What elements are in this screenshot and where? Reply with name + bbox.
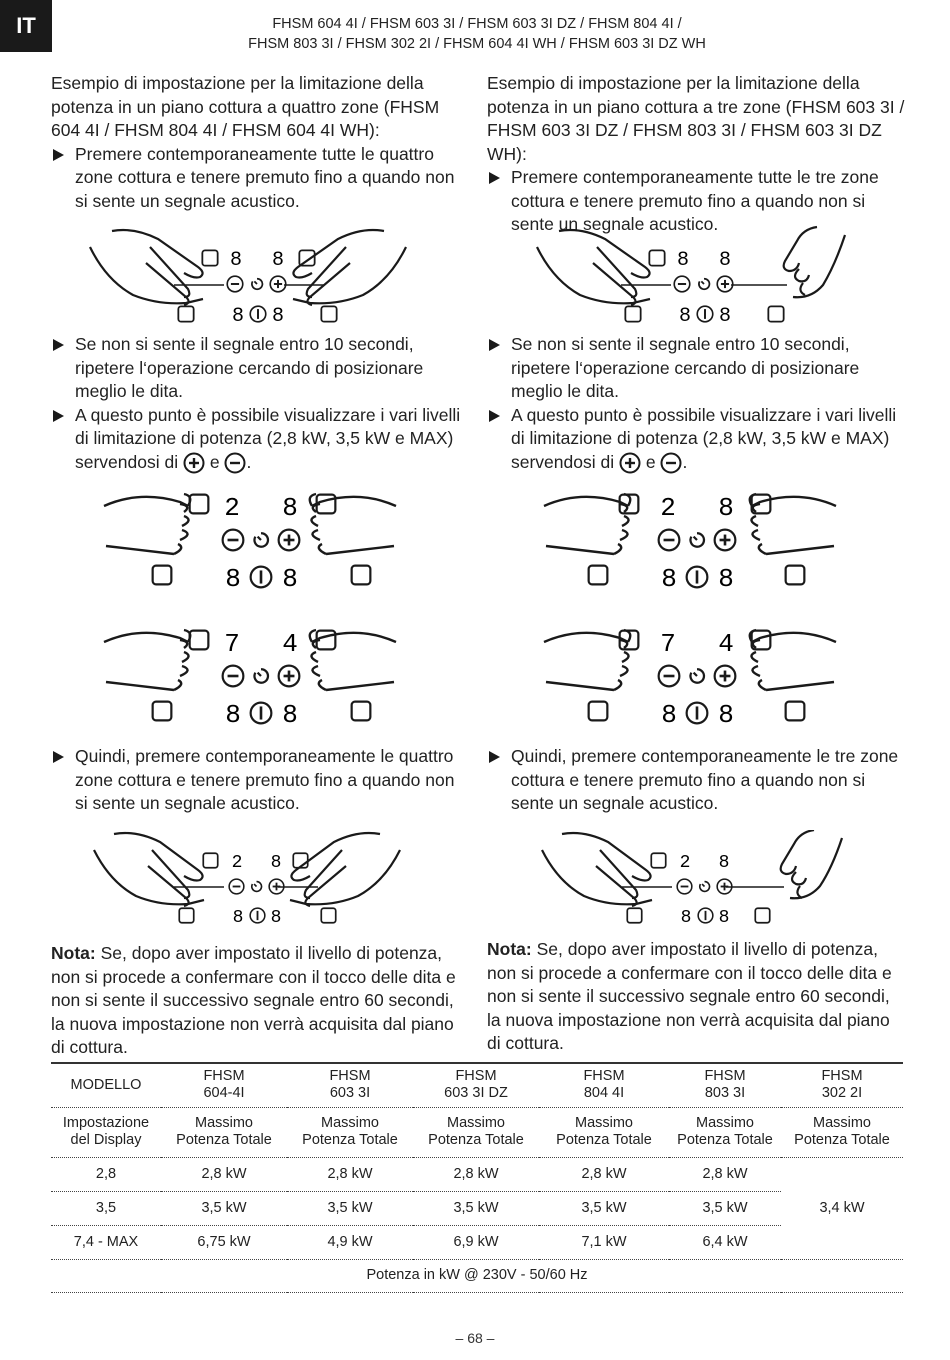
timer-icon [690, 533, 704, 547]
table-cell: 3,5 [51, 1191, 161, 1225]
right-step-2: Se non si sente il segnale entro 10 secondi, ripetere l‘operazione cercando di posizionare meglio le dita. [487, 333, 907, 404]
table-cell: 6,4 kW [702, 1233, 748, 1250]
zone-top-left-icon [649, 250, 664, 265]
table-header-cell: MODELLO [51, 1063, 161, 1107]
display-digit-2: 8 [282, 493, 298, 523]
display-digit-3: 8 [678, 305, 692, 325]
table-cell: 2,8 kW [287, 1157, 413, 1191]
minus-icon [674, 276, 690, 292]
zone-bottom-left-icon [625, 306, 640, 321]
display-digit-4: 8 [271, 305, 285, 325]
power-icon [250, 306, 266, 322]
table-cell: 6,9 kW [453, 1233, 499, 1250]
table-subheader-cell: Impostazione del Display [51, 1107, 161, 1157]
power-limit-table [51, 1062, 903, 1293]
right-figure-4-confirm [540, 830, 850, 926]
left-steps-block [51, 333, 471, 474]
minus-icon [229, 879, 244, 894]
table-cell: 3,5 kW [539, 1191, 669, 1225]
plus-icon [715, 530, 736, 551]
display-digit-2: 4 [718, 629, 734, 659]
zone-bottom-right-icon [321, 908, 335, 922]
table-row [51, 1191, 903, 1225]
display-digit-4: 8 [282, 564, 298, 590]
table-header-cell: FHSM 603 3I [287, 1063, 413, 1107]
zone-bottom-left-icon [153, 566, 172, 585]
left-intro: Esempio di impostazione per la limitazione della potenza in un piano cottura a quattro zone (FHSM 604 4I / FHSM 804 4I / FHSM 604 4I WH): [51, 73, 440, 140]
display-digit-4: 8 [282, 700, 298, 726]
minus-icon [223, 666, 244, 687]
right-note-label: Nota: [487, 939, 532, 959]
left-step-3-end: . [246, 451, 252, 472]
plus-icon [270, 276, 286, 292]
left-note-label: Nota: [51, 943, 96, 963]
display-digit-1: 2 [660, 493, 676, 523]
right-figure-2-level-2 [540, 488, 840, 590]
table-subheader-row [51, 1107, 903, 1157]
minus-icon [660, 452, 682, 474]
power-icon [251, 567, 272, 588]
display-digit-3: 8 [232, 908, 244, 926]
left-step-4-block [51, 745, 471, 816]
zone-bottom-right-icon [352, 702, 371, 721]
display-digit-2: 8 [718, 493, 734, 523]
zone-bottom-right-icon [786, 702, 805, 721]
display-digit-3: 8 [225, 700, 241, 726]
right-steps-block [487, 333, 907, 474]
page-number: – 68 – [455, 1330, 495, 1346]
right-intro-block [487, 72, 907, 237]
table-subheader-cell: Massimo Potenza Totale [539, 1107, 669, 1157]
table-row [51, 1225, 903, 1259]
table-subheader-cell: Massimo Potenza Totale [781, 1107, 903, 1157]
zone-bottom-left-icon [589, 566, 608, 585]
table-row [51, 1157, 903, 1191]
display-digit-4: 8 [270, 908, 282, 926]
table-cell: 7,1 kW [581, 1233, 627, 1250]
zone-bottom-left-icon [589, 702, 608, 721]
timer-icon [254, 533, 267, 547]
table-cell: 2,8 kW [669, 1157, 781, 1191]
display-digit-3: 8 [661, 564, 677, 590]
header-line-1: FHSM 604 4I / FHSM 603 3I / FHSM 603 3I DZ / FHSM 804 4I / [272, 16, 682, 32]
display-digit-1: 7 [224, 629, 240, 659]
table-merged-cell: 3,4 kW [819, 1199, 865, 1216]
zone-top-left-icon [203, 853, 217, 867]
right-figure-1-touch-all-zones [535, 225, 855, 325]
table-footer: Potenza in kW @ 230V - 50/60 Hz [51, 1259, 903, 1292]
timer-icon [700, 882, 710, 892]
left-figure-4-confirm [92, 830, 402, 926]
display-digit-3: 8 [661, 700, 677, 726]
timer-icon [252, 279, 263, 290]
right-note-text: Se, dopo aver impostato il livello di potenza, non si procede a confermare con il tocco delle dita e non si sente il successivo segnale entro 60 secondi, la nuova impostazione non verrà acquisita dal piano di cottura. [487, 939, 892, 1053]
right-step-4: Quindi, premere contemporaneamente le tre zone cottura e tenere premuto fino a quando non si sente un segnale acustico. [487, 745, 907, 816]
minus-icon [224, 452, 246, 474]
table-header-row [51, 1063, 903, 1107]
display-digit-2: 8 [718, 249, 732, 272]
power-icon [687, 703, 708, 724]
right-step-3-text: A questo punto è possibile visualizzare i vari livelli di limitazione di potenza (2,8 kW, 3,5 kW e MAX) servendosi di [511, 404, 897, 472]
minus-icon [227, 276, 243, 292]
zone-bottom-right-icon [352, 566, 371, 585]
right-step-3 [487, 404, 907, 475]
zone-top-left-icon [190, 631, 209, 650]
left-step-3-and: e [209, 451, 220, 472]
table-cell: 6,75 kW [197, 1233, 251, 1250]
table-cell: 4,9 kW [327, 1233, 373, 1250]
zone-bottom-left-icon [179, 908, 193, 922]
table-subheader-cell: Massimo Potenza Totale [287, 1107, 413, 1157]
display-digit-2: 4 [282, 629, 298, 659]
minus-icon [659, 530, 680, 551]
left-figure-3-level-max [100, 624, 400, 726]
display-digit-1: 8 [229, 249, 243, 272]
left-note-text: Se, dopo aver impostato il livello di potenza, non si procede a confermare con il tocco delle dita e non si sente il successivo segnale entro 60 secondi, la nuova impostazione non verrà acquisita dal piano di cottura. [51, 943, 456, 1057]
left-note [51, 942, 471, 1060]
table-cell: 2,8 kW [539, 1157, 669, 1191]
right-step-3-end: . [682, 451, 688, 472]
right-intro: Esempio di impostazione per la limitazione della potenza in un piano cottura a tre zone (FHSM 603 3I / FHSM 603 3I DZ / FHSM 803 3I / FHSM 603 3I DZ WH): [487, 73, 905, 164]
table-subheader-cell: Massimo Potenza Totale [413, 1107, 539, 1157]
display-digit-4: 8 [718, 305, 732, 325]
left-step-2: Se non si sente il segnale entro 10 secondi, ripetere l‘operazione cercando di posizionare meglio le dita. [51, 333, 471, 404]
timer-icon [254, 669, 267, 683]
display-digit-4: 8 [718, 700, 734, 726]
table-header-cell: FHSM 804 4I [539, 1063, 669, 1107]
plus-icon [717, 276, 733, 292]
right-step-3-and: e [645, 451, 656, 472]
table-header-cell: FHSM 603 3I DZ [413, 1063, 539, 1107]
display-digit-1: 2 [224, 493, 240, 523]
zone-top-left-icon [202, 250, 217, 265]
display-digit-3: 8 [680, 908, 692, 926]
zone-top-left-icon [190, 495, 209, 514]
display-digit-1: 7 [660, 629, 676, 659]
display-digit-1: 2 [231, 853, 243, 873]
plus-icon [715, 666, 736, 687]
display-digit-2: 8 [270, 853, 282, 873]
left-step-1: Premere contemporaneamente tutte le quattro zone cottura e tenere premuto fino a quando non si sente un segnale acustico. [51, 143, 471, 214]
right-figure-3-level-max [540, 624, 840, 726]
minus-icon [677, 879, 692, 894]
display-digit-2: 8 [718, 853, 730, 873]
power-icon [697, 306, 713, 322]
table-cell: 3,5 kW [287, 1191, 413, 1225]
timer-icon [252, 882, 262, 892]
zone-bottom-left-icon [178, 306, 193, 321]
table-subheader-cell: Massimo Potenza Totale [669, 1107, 781, 1157]
left-figure-1-touch-all-zones [88, 225, 408, 325]
power-icon [250, 908, 265, 923]
language-badge: IT [0, 0, 52, 52]
left-figure-2-level-2 [100, 488, 400, 590]
header-line-2: FHSM 803 3I / FHSM 302 2I / FHSM 604 4I WH / FHSM 603 3I DZ WH [248, 36, 706, 52]
display-digit-1: 2 [679, 853, 691, 873]
model-header [120, 14, 834, 54]
display-digit-1: 8 [676, 249, 690, 272]
timer-icon [699, 279, 710, 290]
left-step-3-text: A questo punto è possibile visualizzare i vari livelli di limitazione di potenza (2,8 kW, 3,5 kW e MAX) servendosi di [75, 404, 461, 472]
power-icon [687, 567, 708, 588]
table-header-cell: FHSM 604-4I [161, 1063, 287, 1107]
zone-bottom-left-icon [153, 702, 172, 721]
display-digit-3: 8 [225, 564, 241, 590]
table-cell: 3,5 kW [669, 1191, 781, 1225]
display-digit-4: 8 [718, 564, 734, 590]
zone-bottom-left-icon [627, 908, 641, 922]
plus-icon [619, 452, 641, 474]
display-digit-3: 8 [231, 305, 245, 325]
table-cell: 3,5 kW [413, 1191, 539, 1225]
zone-bottom-right-icon [755, 908, 769, 922]
left-step-3 [51, 404, 471, 475]
zone-top-left-icon [651, 853, 665, 867]
power-icon [251, 703, 272, 724]
table-header-cell: FHSM 803 3I [669, 1063, 781, 1107]
table-cell: 7,4 - MAX [73, 1233, 139, 1250]
minus-icon [223, 530, 244, 551]
plus-icon [279, 530, 300, 551]
right-step-4-block [487, 745, 907, 816]
table-footer-row [51, 1259, 903, 1292]
right-step-1: Premere contemporaneamente tutte le tre zone cottura e tenere premuto fino a quando non si sente un segnale acustico. [487, 166, 907, 237]
left-step-4: Quindi, premere contemporaneamente le quattro zone cottura e tenere premuto fino a quando non si sente un segnale acustico. [51, 745, 471, 816]
plus-icon [279, 666, 300, 687]
plus-icon [183, 452, 205, 474]
table-cell: 2,8 kW [413, 1157, 539, 1191]
zone-bottom-right-icon [768, 306, 783, 321]
display-digit-4: 8 [718, 908, 730, 926]
table-cell: 2,8 [51, 1157, 161, 1191]
left-intro-block [51, 72, 471, 213]
table-cell: 2,8 kW [161, 1157, 287, 1191]
display-digit-2: 8 [271, 249, 285, 272]
timer-icon [690, 669, 704, 683]
table-subheader-cell: Massimo Potenza Totale [161, 1107, 287, 1157]
zone-bottom-right-icon [786, 566, 805, 585]
zone-bottom-right-icon [321, 306, 336, 321]
table-header-cell: FHSM 302 2I [781, 1063, 903, 1107]
table-cell: 3,5 kW [161, 1191, 287, 1225]
minus-icon [659, 666, 680, 687]
power-icon [698, 908, 713, 923]
right-note [487, 938, 907, 1056]
